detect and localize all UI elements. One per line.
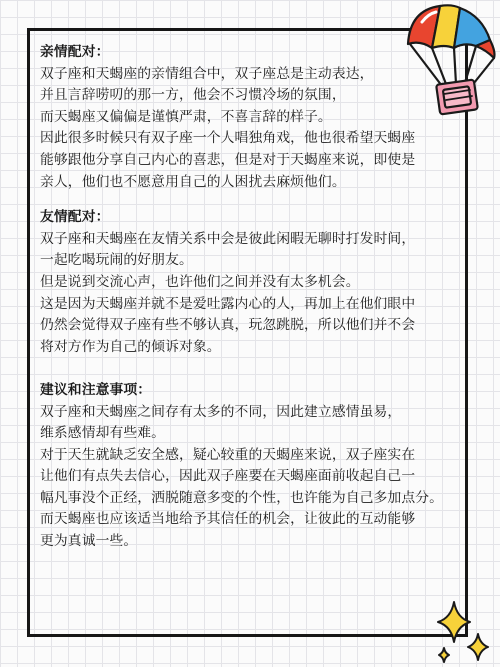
paragraph-line: 对于天生就缺乏安全感，疑心较重的天蝎座来说，双子座实在 xyxy=(40,446,416,463)
paragraph-line: 将对方作为自己的倾诉对象。 xyxy=(40,338,221,355)
paragraph-line: 双子座和天蝎座的亲情组合中，双子座总是主动表达， xyxy=(40,65,374,82)
section-title-advice: 建议和注意事项： xyxy=(40,381,152,398)
paragraph-line: 双子座和天蝎座在友情关系中会是彼此闲暇无聊时打发时间， xyxy=(40,230,416,247)
paragraph-line: 让他们有点失去信心，因此双子座要在天蝎座面前收起自己一 xyxy=(40,468,416,485)
paragraph-line: 双子座和天蝎座之间存有太多的不同，因此建立感情虽易， xyxy=(40,403,402,420)
paragraph-line: 并且言辞唠叨的那一方，他会不习惯冷场的氛围， xyxy=(40,87,346,104)
paragraph-line: 因此很多时候只有双子座一个人唱独角戏，他也很希望天蝎座 xyxy=(40,130,416,147)
section-title-family: 亲情配对： xyxy=(40,44,110,60)
section-advice xyxy=(40,380,460,553)
section-title-friendship: 友情配对： xyxy=(40,209,110,226)
paragraph-line: 这是因为天蝎座并就不是爱吐露内心的人，再加上在他们眼中 xyxy=(40,295,416,312)
document-body xyxy=(40,42,460,553)
sparkle-stars-icon xyxy=(430,598,500,667)
paragraph-line: 一起吃喝玩闹的好朋友。 xyxy=(40,252,193,269)
paragraph-line: 仍然会觉得双子座有些不够认真，玩忽跳脱，所以他们并不会 xyxy=(40,317,416,334)
paragraph-line: 而天蝎座也应该适当地给予其信任的机会，让彼此的互动能够 xyxy=(40,511,416,528)
paragraph-line: 幅凡事没个正经，洒脱随意多变的个性，也许能为自己多加点分。 xyxy=(40,489,444,506)
paragraph-line: 而天蝎座又偏偏是谨慎严肃，不喜言辞的样子。 xyxy=(40,108,332,125)
paragraph-line: 能够跟他分享自己内心的喜悲，但是对于天蝎座来说，即使是 xyxy=(40,151,416,168)
paragraph-line: 但是说到交流心声，也许他们之间并没有太多机会。 xyxy=(40,273,360,290)
parachute-balloon-icon xyxy=(400,0,500,125)
section-friendship xyxy=(40,207,460,358)
section-family xyxy=(40,42,460,193)
paragraph-line: 维系感情却有些难。 xyxy=(40,425,166,442)
paragraph-line: 亲人，他们也不愿意用自己的人困扰去麻烦他们。 xyxy=(40,173,346,190)
paragraph-line: 更为真诚一些。 xyxy=(40,533,138,550)
blank-line xyxy=(40,358,460,380)
